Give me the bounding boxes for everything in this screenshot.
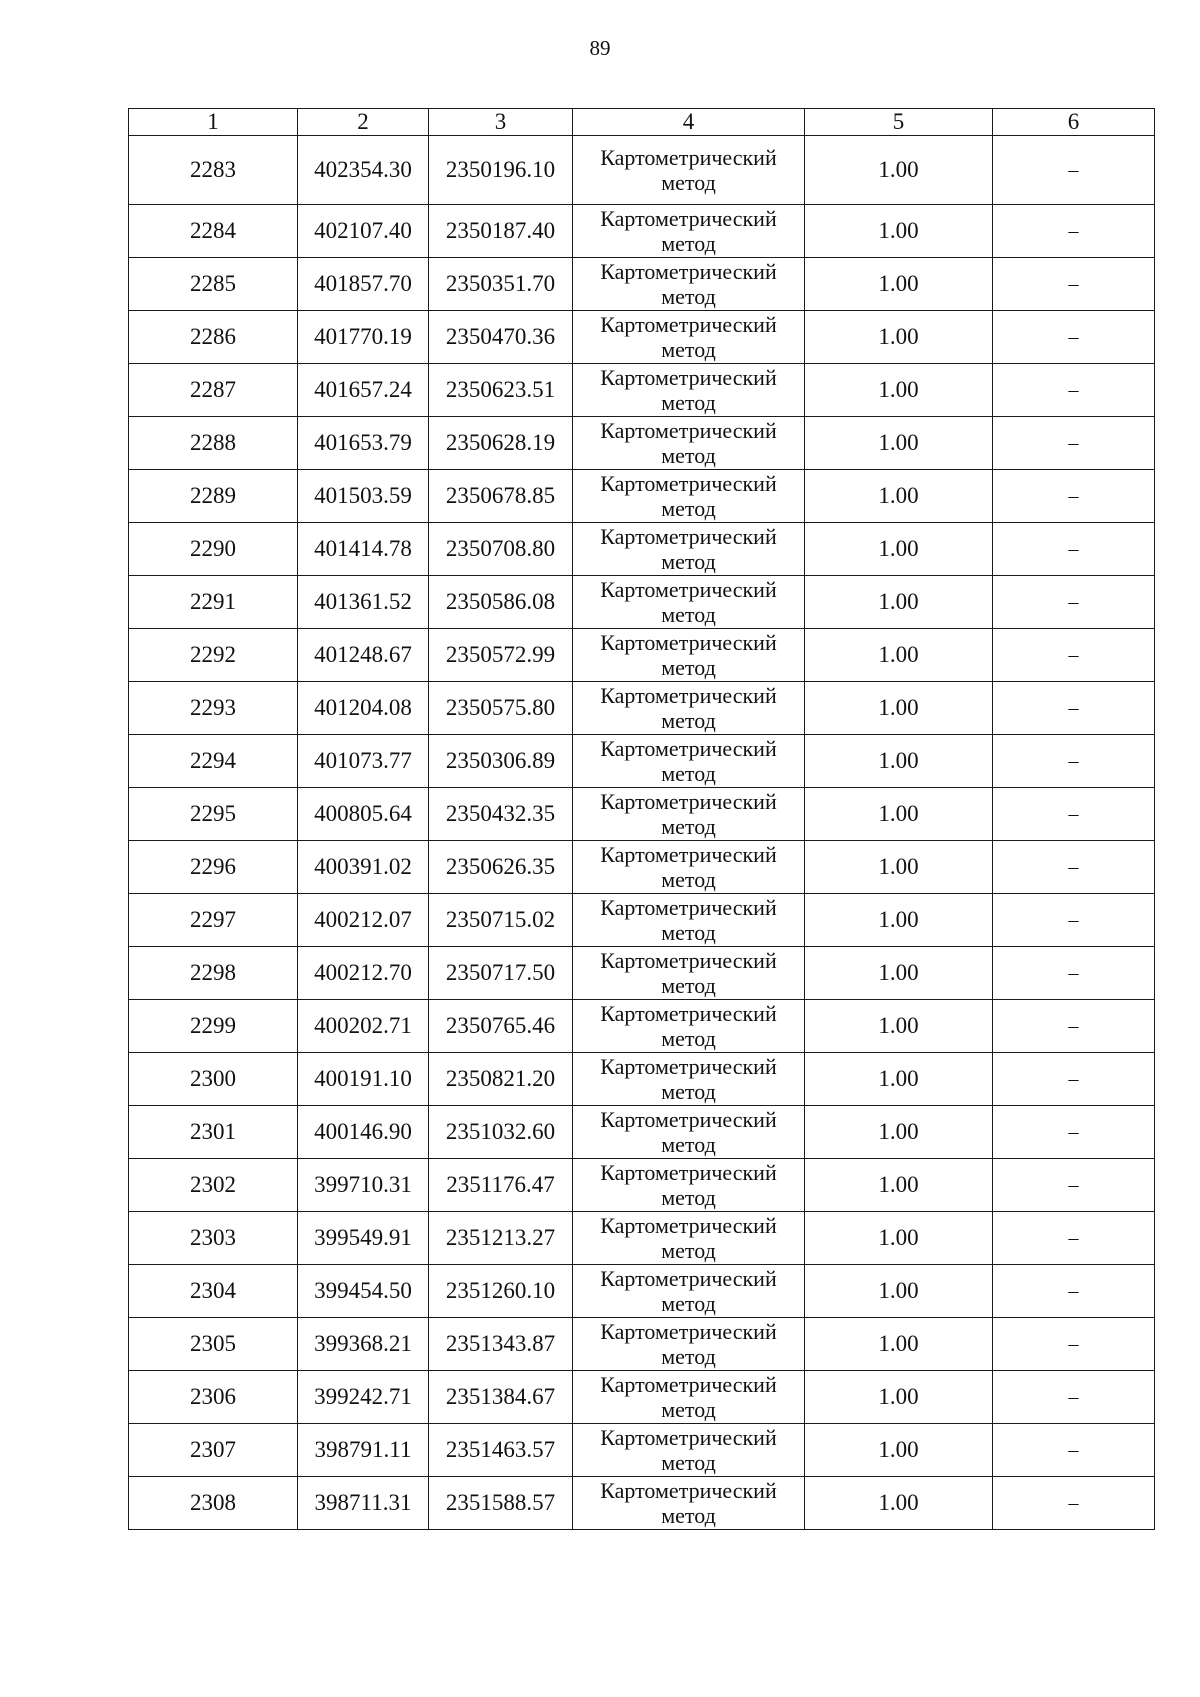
method-cell [573,1212,805,1265]
table-row [129,1053,1155,1106]
method-line-2: метод [661,602,716,627]
y-coordinate-cell: 2350187.40 [429,205,573,258]
point-number-cell: 2283 [129,136,298,205]
x-coordinate-cell: 400146.90 [298,1106,429,1159]
method-cell [573,1159,805,1212]
point-number-cell: 2289 [129,470,298,523]
y-coordinate-cell: 2351384.67 [429,1371,573,1424]
x-coordinate-cell: 400202.71 [298,1000,429,1053]
table-row [129,947,1155,1000]
method-cell [573,947,805,1000]
x-coordinate-cell: 401204.08 [298,682,429,735]
table-row [129,735,1155,788]
table-row [129,417,1155,470]
method-line-1: Картометрический [600,577,777,602]
method-line-1: Картометрический [600,206,777,231]
y-coordinate-cell: 2351260.10 [429,1265,573,1318]
y-coordinate-cell: 2350626.35 [429,841,573,894]
method-cell [573,258,805,311]
point-number-cell: 2300 [129,1053,298,1106]
column-header: 4 [573,109,805,136]
table-row [129,576,1155,629]
note-cell: – [993,841,1155,894]
note-cell: – [993,1159,1155,1212]
note-cell: – [993,523,1155,576]
note-cell: – [993,1424,1155,1477]
accuracy-cell: 1.00 [805,947,993,1000]
x-coordinate-cell: 402354.30 [298,136,429,205]
method-line-2: метод [661,496,716,521]
note-cell: – [993,788,1155,841]
point-number-cell: 2285 [129,258,298,311]
y-coordinate-cell: 2351343.87 [429,1318,573,1371]
table-row [129,1371,1155,1424]
table-row [129,1265,1155,1318]
method-line-1: Картометрический [600,736,777,761]
accuracy-cell: 1.00 [805,629,993,682]
method-line-1: Картометрический [600,1001,777,1026]
accuracy-cell: 1.00 [805,788,993,841]
y-coordinate-cell: 2350821.20 [429,1053,573,1106]
method-cell [573,1053,805,1106]
method-line-2: метод [661,867,716,892]
y-coordinate-cell: 2351176.47 [429,1159,573,1212]
x-coordinate-cell: 401657.24 [298,364,429,417]
point-number-cell: 2297 [129,894,298,947]
x-coordinate-cell: 401503.59 [298,470,429,523]
method-line-1: Картометрический [600,365,777,390]
method-line-2: метод [661,1132,716,1157]
method-line-2: метод [661,1185,716,1210]
point-number-cell: 2290 [129,523,298,576]
column-header: 5 [805,109,993,136]
method-line-2: метод [661,549,716,574]
note-cell: – [993,947,1155,1000]
accuracy-cell: 1.00 [805,470,993,523]
accuracy-cell: 1.00 [805,311,993,364]
note-cell: – [993,258,1155,311]
method-cell [573,136,805,205]
table-row [129,788,1155,841]
method-cell [573,841,805,894]
x-coordinate-cell: 400805.64 [298,788,429,841]
method-line-1: Картометрический [600,1107,777,1132]
method-cell [573,1318,805,1371]
note-cell: – [993,629,1155,682]
x-coordinate-cell: 400212.07 [298,894,429,947]
y-coordinate-cell: 2350306.89 [429,735,573,788]
table-row [129,136,1155,205]
coordinates-table [128,108,1155,1530]
method-line-1: Картометрический [600,312,777,337]
table-row [129,1159,1155,1212]
method-line-2: метод [661,1079,716,1104]
y-coordinate-cell: 2350708.80 [429,523,573,576]
method-line-1: Картометрический [600,259,777,284]
method-cell [573,682,805,735]
method-line-1: Картометрический [600,948,777,973]
y-coordinate-cell: 2350628.19 [429,417,573,470]
note-cell: – [993,417,1155,470]
table-header-row [129,109,1155,136]
column-header: 2 [298,109,429,136]
note-cell: – [993,894,1155,947]
note-cell: – [993,576,1155,629]
method-line-2: метод [661,390,716,415]
method-line-2: метод [661,231,716,256]
method-line-1: Картометрический [600,630,777,655]
point-number-cell: 2286 [129,311,298,364]
point-number-cell: 2299 [129,1000,298,1053]
method-cell [573,735,805,788]
note-cell: – [993,205,1155,258]
table-row [129,1212,1155,1265]
note-cell: – [993,364,1155,417]
method-line-1: Картометрический [600,418,777,443]
method-line-2: метод [661,170,716,195]
method-cell [573,417,805,470]
y-coordinate-cell: 2351032.60 [429,1106,573,1159]
method-cell [573,1000,805,1053]
x-coordinate-cell: 401770.19 [298,311,429,364]
accuracy-cell: 1.00 [805,1477,993,1530]
x-coordinate-cell: 400212.70 [298,947,429,1000]
y-coordinate-cell: 2350586.08 [429,576,573,629]
point-number-cell: 2303 [129,1212,298,1265]
table-row [129,523,1155,576]
method-line-2: метод [661,920,716,945]
y-coordinate-cell: 2350765.46 [429,1000,573,1053]
point-number-cell: 2287 [129,364,298,417]
y-coordinate-cell: 2350432.35 [429,788,573,841]
x-coordinate-cell: 401414.78 [298,523,429,576]
method-line-1: Картометрический [600,1425,777,1450]
accuracy-cell: 1.00 [805,735,993,788]
method-cell [573,311,805,364]
accuracy-cell: 1.00 [805,1000,993,1053]
point-number-cell: 2296 [129,841,298,894]
point-number-cell: 2291 [129,576,298,629]
y-coordinate-cell: 2350678.85 [429,470,573,523]
accuracy-cell: 1.00 [805,1212,993,1265]
table-row [129,1000,1155,1053]
method-line-1: Картометрический [600,789,777,814]
method-line-1: Картометрический [600,1160,777,1185]
note-cell: – [993,1106,1155,1159]
table-row [129,1424,1155,1477]
accuracy-cell: 1.00 [805,205,993,258]
table-row [129,205,1155,258]
accuracy-cell: 1.00 [805,258,993,311]
method-cell [573,470,805,523]
table-row [129,841,1155,894]
y-coordinate-cell: 2350623.51 [429,364,573,417]
table-row [129,1318,1155,1371]
method-line-2: метод [661,337,716,362]
accuracy-cell: 1.00 [805,682,993,735]
method-line-2: метод [661,1026,716,1051]
x-coordinate-cell: 402107.40 [298,205,429,258]
method-line-1: Картометрический [600,1478,777,1503]
method-line-2: метод [661,655,716,680]
point-number-cell: 2306 [129,1371,298,1424]
y-coordinate-cell: 2351588.57 [429,1477,573,1530]
y-coordinate-cell: 2350572.99 [429,629,573,682]
table-body [129,136,1155,1530]
method-line-1: Картометрический [600,471,777,496]
x-coordinate-cell: 399710.31 [298,1159,429,1212]
method-cell [573,1424,805,1477]
point-number-cell: 2305 [129,1318,298,1371]
accuracy-cell: 1.00 [805,1053,993,1106]
accuracy-cell: 1.00 [805,136,993,205]
method-line-2: метод [661,1450,716,1475]
note-cell: – [993,1477,1155,1530]
method-cell [573,1371,805,1424]
table-row [129,364,1155,417]
point-number-cell: 2298 [129,947,298,1000]
method-line-1: Картометрический [600,1213,777,1238]
method-cell [573,364,805,417]
accuracy-cell: 1.00 [805,1318,993,1371]
accuracy-cell: 1.00 [805,417,993,470]
accuracy-cell: 1.00 [805,1159,993,1212]
point-number-cell: 2304 [129,1265,298,1318]
method-cell [573,894,805,947]
note-cell: – [993,735,1155,788]
note-cell: – [993,682,1155,735]
point-number-cell: 2295 [129,788,298,841]
method-line-2: метод [661,708,716,733]
x-coordinate-cell: 401857.70 [298,258,429,311]
accuracy-cell: 1.00 [805,1265,993,1318]
method-cell [573,576,805,629]
method-line-2: метод [661,814,716,839]
note-cell: – [993,1000,1155,1053]
accuracy-cell: 1.00 [805,894,993,947]
accuracy-cell: 1.00 [805,1106,993,1159]
method-cell [573,205,805,258]
accuracy-cell: 1.00 [805,841,993,894]
y-coordinate-cell: 2350717.50 [429,947,573,1000]
page-number: 89 [589,36,611,60]
note-cell: – [993,1265,1155,1318]
table-row [129,1106,1155,1159]
point-number-cell: 2307 [129,1424,298,1477]
point-number-cell: 2292 [129,629,298,682]
note-cell: – [993,1371,1155,1424]
method-line-2: метод [661,1291,716,1316]
note-cell: – [993,1318,1155,1371]
method-line-1: Картометрический [600,1266,777,1291]
method-line-1: Картометрический [600,895,777,920]
note-cell: – [993,1212,1155,1265]
table-row [129,470,1155,523]
accuracy-cell: 1.00 [805,523,993,576]
method-cell [573,523,805,576]
point-number-cell: 2288 [129,417,298,470]
method-cell [573,788,805,841]
x-coordinate-cell: 401361.52 [298,576,429,629]
x-coordinate-cell: 399454.50 [298,1265,429,1318]
y-coordinate-cell: 2350351.70 [429,258,573,311]
table-row [129,894,1155,947]
point-number-cell: 2284 [129,205,298,258]
accuracy-cell: 1.00 [805,576,993,629]
x-coordinate-cell: 401248.67 [298,629,429,682]
method-cell [573,1265,805,1318]
method-line-1: Картометрический [600,1372,777,1397]
point-number-cell: 2294 [129,735,298,788]
y-coordinate-cell: 2350715.02 [429,894,573,947]
method-line-2: метод [661,973,716,998]
x-coordinate-cell: 398711.31 [298,1477,429,1530]
x-coordinate-cell: 399549.91 [298,1212,429,1265]
y-coordinate-cell: 2351463.57 [429,1424,573,1477]
note-cell: – [993,136,1155,205]
table-row [129,682,1155,735]
method-line-2: метод [661,443,716,468]
column-header: 3 [429,109,573,136]
note-cell: – [993,311,1155,364]
point-number-cell: 2308 [129,1477,298,1530]
x-coordinate-cell: 400191.10 [298,1053,429,1106]
method-line-1: Картометрический [600,683,777,708]
accuracy-cell: 1.00 [805,1371,993,1424]
x-coordinate-cell: 399368.21 [298,1318,429,1371]
method-cell [573,629,805,682]
table-row [129,258,1155,311]
method-line-1: Картометрический [600,1054,777,1079]
column-header: 6 [993,109,1155,136]
x-coordinate-cell: 401653.79 [298,417,429,470]
point-number-cell: 2302 [129,1159,298,1212]
x-coordinate-cell: 398791.11 [298,1424,429,1477]
y-coordinate-cell: 2350196.10 [429,136,573,205]
accuracy-cell: 1.00 [805,364,993,417]
method-cell [573,1106,805,1159]
accuracy-cell: 1.00 [805,1424,993,1477]
method-line-2: метод [661,1503,716,1528]
note-cell: – [993,470,1155,523]
method-line-2: метод [661,1344,716,1369]
point-number-cell: 2301 [129,1106,298,1159]
method-line-1: Картометрический [600,145,777,170]
method-line-2: метод [661,284,716,309]
method-cell [573,1477,805,1530]
method-line-2: метод [661,1397,716,1422]
y-coordinate-cell: 2350575.80 [429,682,573,735]
x-coordinate-cell: 401073.77 [298,735,429,788]
method-line-1: Картометрический [600,1319,777,1344]
method-line-1: Картометрический [600,524,777,549]
x-coordinate-cell: 400391.02 [298,841,429,894]
column-header: 1 [129,109,298,136]
method-line-1: Картометрический [600,842,777,867]
method-line-2: метод [661,761,716,786]
method-line-2: метод [661,1238,716,1263]
y-coordinate-cell: 2350470.36 [429,311,573,364]
y-coordinate-cell: 2351213.27 [429,1212,573,1265]
table-row [129,311,1155,364]
table-row [129,1477,1155,1530]
point-number-cell: 2293 [129,682,298,735]
note-cell: – [993,1053,1155,1106]
x-coordinate-cell: 399242.71 [298,1371,429,1424]
table-row [129,629,1155,682]
